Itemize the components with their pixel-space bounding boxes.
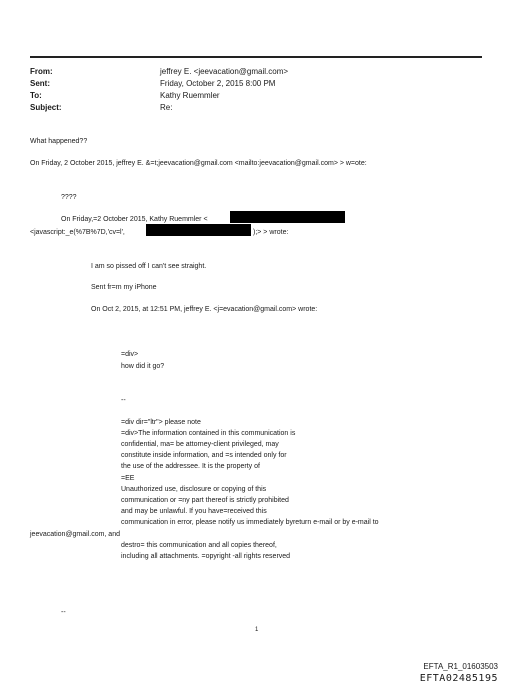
body-line: the use of the addressee. It is the property of: [121, 463, 260, 470]
to-label: To:: [30, 91, 42, 100]
body-line: =div>: [121, 351, 139, 358]
body-line: including all attachments. =opyright -all rights reserved: [121, 553, 291, 560]
body-line: ????: [61, 194, 77, 201]
body-line: I am so pissed off I can't see straight.: [91, 263, 207, 270]
page-number: 1: [255, 627, 259, 633]
header-rule: [30, 56, 482, 58]
redaction-box: [146, 224, 251, 236]
footer-reference-small: EFTA_R1_01603503: [423, 662, 498, 671]
subject-label: Subject:: [30, 103, 62, 112]
body-line: On Oct 2, 2015, at 12:51 PM, jeffrey E. <j=evacation@gmail.com> wrote:: [91, 306, 318, 313]
sent-label: Sent:: [30, 79, 50, 88]
body-line: and may be unlawful. If you have=received this: [121, 508, 267, 515]
body-line: =EE: [121, 475, 135, 482]
to-value: Kathy Ruemmler: [160, 91, 220, 100]
body-line: jeevacation@gmail.com, and: [30, 531, 120, 538]
from-label: From:: [30, 67, 53, 76]
body-line: communication or =ny part thereof is strictly prohibited: [121, 497, 289, 504]
redaction-box: [230, 211, 345, 223]
body-line: how did it go?: [121, 363, 165, 370]
body-line: destro= this communication and all copies thereof,: [121, 542, 277, 549]
body-line: --: [121, 397, 126, 404]
body-line: --: [61, 609, 66, 616]
body-line: <javascript:_e(%7B%7D,'cv=l',: [30, 229, 125, 236]
subject-value: Re:: [160, 103, 173, 112]
from-value: jeffrey E. <jeevacation@gmail.com>: [160, 67, 289, 76]
body-line: confidential, ma= be attorney-client privileged, may: [121, 441, 279, 448]
body-line: On Friday, 2 October 2015, jeffrey E. &=t;jeevacation@gmail.com <mailto:jeevacation@gmail.com> > w=ote:: [30, 160, 367, 167]
body-line: constitute inside information, and =s intended only for: [121, 452, 287, 459]
footer-reference-large: EFTA02485195: [419, 673, 498, 684]
body-line: What happened??: [30, 138, 88, 145]
body-line: );> > wrote:: [253, 229, 289, 236]
body-line: =div dir="ltr"> please note: [121, 419, 201, 426]
body-line: Unauthorized use, disclosure or copying of this: [121, 486, 267, 493]
sent-value: Friday, October 2, 2015 8:00 PM: [160, 79, 276, 88]
body-line: =div>The information contained in this communication is: [121, 430, 296, 437]
body-line: communication in error, please notify us immediately byreturn e-mail or by e-mail to: [121, 519, 379, 526]
body-line: On Friday,=2 October 2015, Kathy Ruemmler <: [61, 216, 208, 223]
body-line: Sent fr=m my iPhone: [91, 284, 157, 291]
